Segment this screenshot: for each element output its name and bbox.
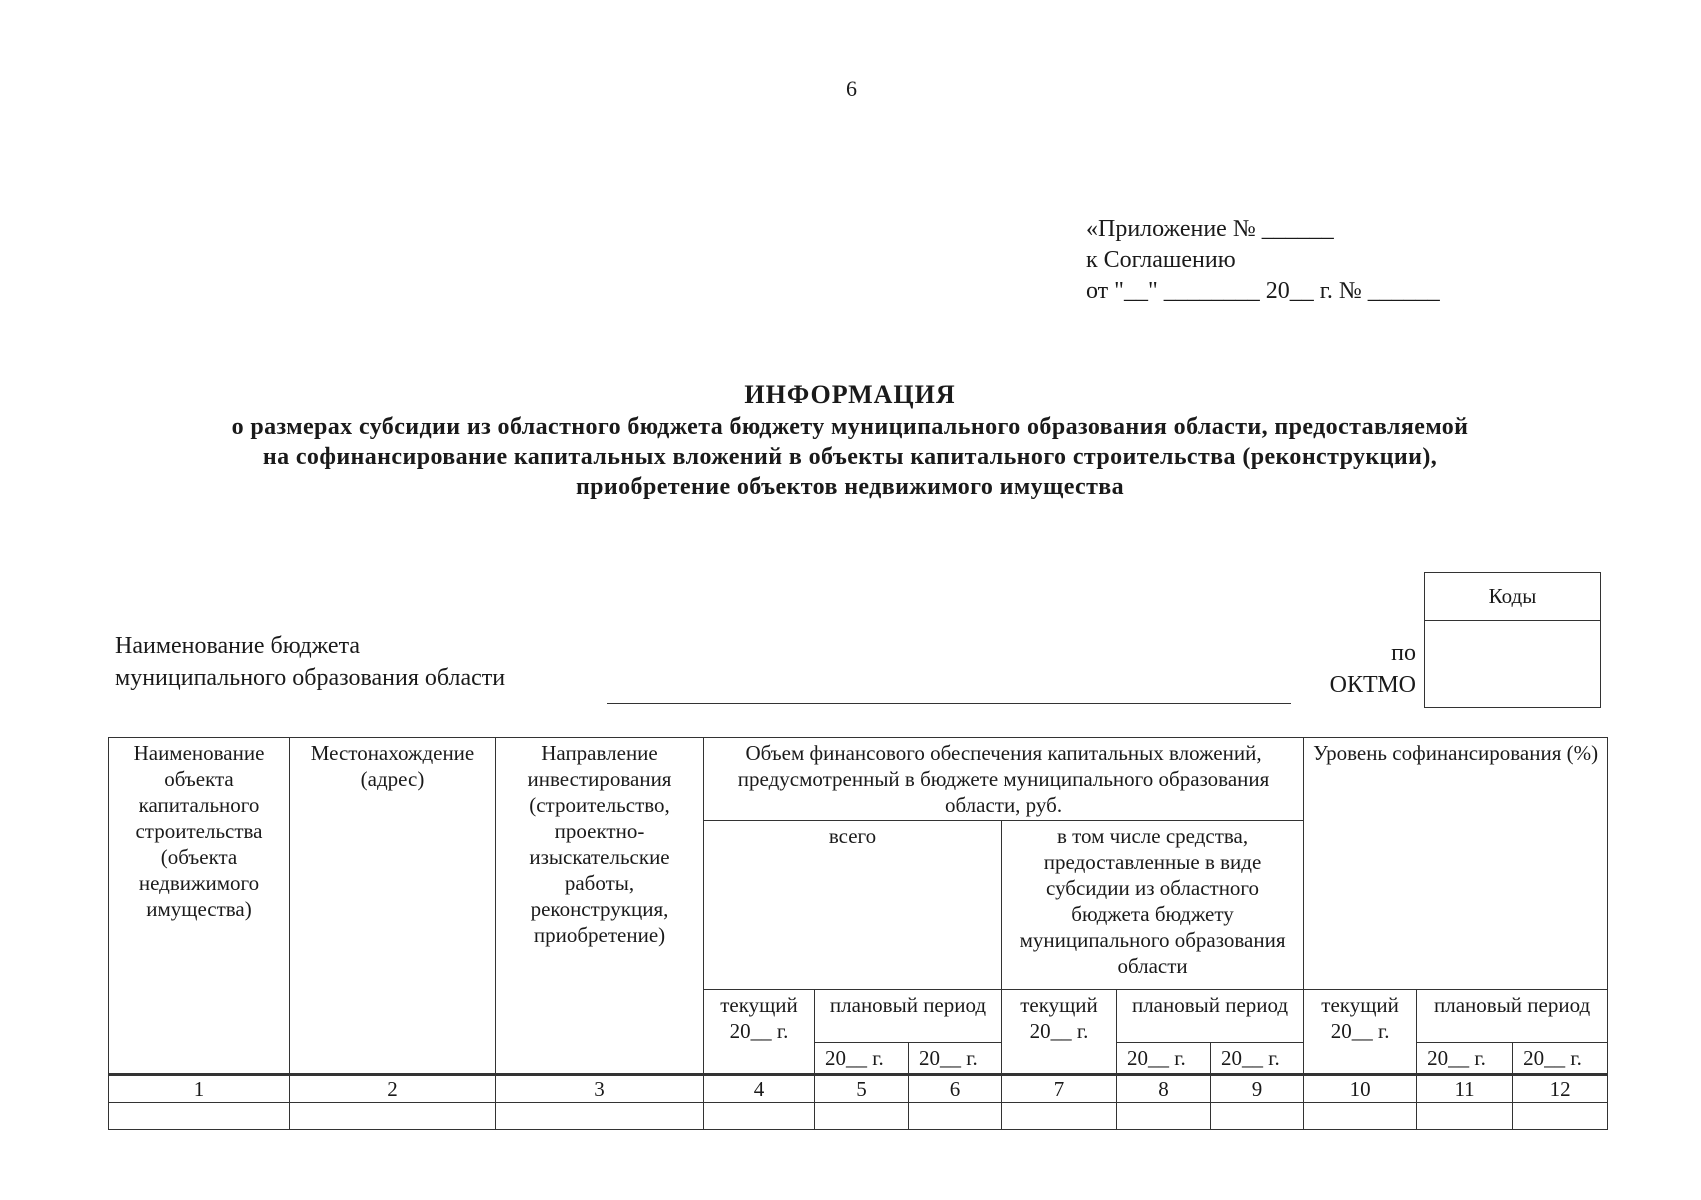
table-cell[interactable]: [109, 1103, 290, 1130]
column-number: 3: [496, 1075, 704, 1103]
header-current-year-7: текущий 20__ г.: [1002, 990, 1117, 1075]
table-cell[interactable]: [1513, 1103, 1608, 1130]
budget-name-field[interactable]: [607, 703, 1291, 704]
header-cofinancing-level: Уровень софинансирования (%): [1304, 738, 1608, 990]
appendix-line-3: от "__" ________ 20__ г. № ______: [1086, 278, 1440, 304]
document-title: [100, 378, 1600, 502]
column-number: 11: [1417, 1075, 1513, 1103]
budget-label-line-2: муниципального образования области: [115, 665, 506, 691]
table-cell[interactable]: [290, 1103, 496, 1130]
codes-box: [1424, 572, 1601, 708]
po-label-line-2: ОКТМО: [1329, 672, 1416, 698]
appendix-line-1: «Приложение № ______: [1086, 216, 1334, 242]
budget-label-line-1: Наименование бюджета: [115, 633, 361, 659]
column-number-row: [109, 1075, 1608, 1103]
header-object-name: Наименование объекта капитального строительства (объекта недвижимого имущества): [109, 738, 290, 1075]
column-number: 12: [1513, 1075, 1608, 1103]
column-number: 4: [704, 1075, 815, 1103]
table-cell[interactable]: [704, 1103, 815, 1130]
table-cell[interactable]: [1117, 1103, 1211, 1130]
header-year-6: 20__ г.: [909, 1043, 1002, 1075]
header-plan-period-11-12: плановый период: [1417, 990, 1608, 1043]
column-number: 7: [1002, 1075, 1117, 1103]
column-number: 10: [1304, 1075, 1417, 1103]
header-current-year-10: текущий 20__ г.: [1304, 990, 1417, 1075]
header-investment-direction: Направление инвестирования (строительство, проектно-изыскательские работы, реконструкция, приобретение): [496, 738, 704, 1075]
title-line-1: о размерах субсидии из областного бюджета бюджету муниципального образования области, предоставляемой: [231, 414, 1469, 440]
column-number: 5: [815, 1075, 909, 1103]
budget-name-label: [115, 630, 505, 694]
column-number: 1: [109, 1075, 290, 1103]
header-plan-period-8-9: плановый период: [1117, 990, 1304, 1043]
header-total: всего: [704, 821, 1002, 990]
column-number: 8: [1117, 1075, 1211, 1103]
page-number: 6: [846, 76, 857, 101]
table-cell[interactable]: [1211, 1103, 1304, 1130]
title-line-2: на софинансирование капитальных вложений в объекты капитального строительства (реконструкции),: [262, 444, 1438, 470]
header-financing-volume: Объем финансового обеспечения капитальных вложений, предусмотренный в бюджете муниципального образования области, руб.: [704, 738, 1304, 821]
subsidy-table: [108, 737, 1608, 1130]
column-number: 6: [909, 1075, 1002, 1103]
column-number: 2: [290, 1075, 496, 1103]
oktmo-label: [1296, 637, 1416, 701]
table-cell[interactable]: [496, 1103, 704, 1130]
codes-header: Коды: [1425, 573, 1601, 621]
table-cell[interactable]: [1417, 1103, 1513, 1130]
header-year-11: 20__ г.: [1417, 1043, 1513, 1075]
table-cell[interactable]: [1002, 1103, 1117, 1130]
table-cell[interactable]: [909, 1103, 1002, 1130]
title-line-3: приобретение объектов недвижимого имущества: [575, 474, 1125, 500]
table-cell[interactable]: [815, 1103, 909, 1130]
header-year-9: 20__ г.: [1211, 1043, 1304, 1075]
header-current-year-4: текущий 20__ г.: [704, 990, 815, 1075]
oktmo-code-field[interactable]: [1425, 621, 1601, 708]
header-year-8: 20__ г.: [1117, 1043, 1211, 1075]
header-plan-period-5-6: плановый период: [815, 990, 1002, 1043]
table-row: [109, 1103, 1608, 1130]
header-location: Местонахождение (адрес): [290, 738, 496, 1075]
header-year-12: 20__ г.: [1513, 1043, 1608, 1075]
appendix-line-2: к Соглашению: [1086, 247, 1236, 273]
appendix-reference: [1086, 214, 1440, 307]
table-cell[interactable]: [1304, 1103, 1417, 1130]
column-number: 9: [1211, 1075, 1304, 1103]
title-main: ИНФОРМАЦИЯ: [744, 380, 956, 409]
po-label-line-1: по: [1391, 640, 1416, 666]
header-subsidy-funds: в том числе средства, предоставленные в виде субсидии из областного бюджета бюджету муниципального образования области: [1002, 821, 1304, 990]
header-year-5: 20__ г.: [815, 1043, 909, 1075]
